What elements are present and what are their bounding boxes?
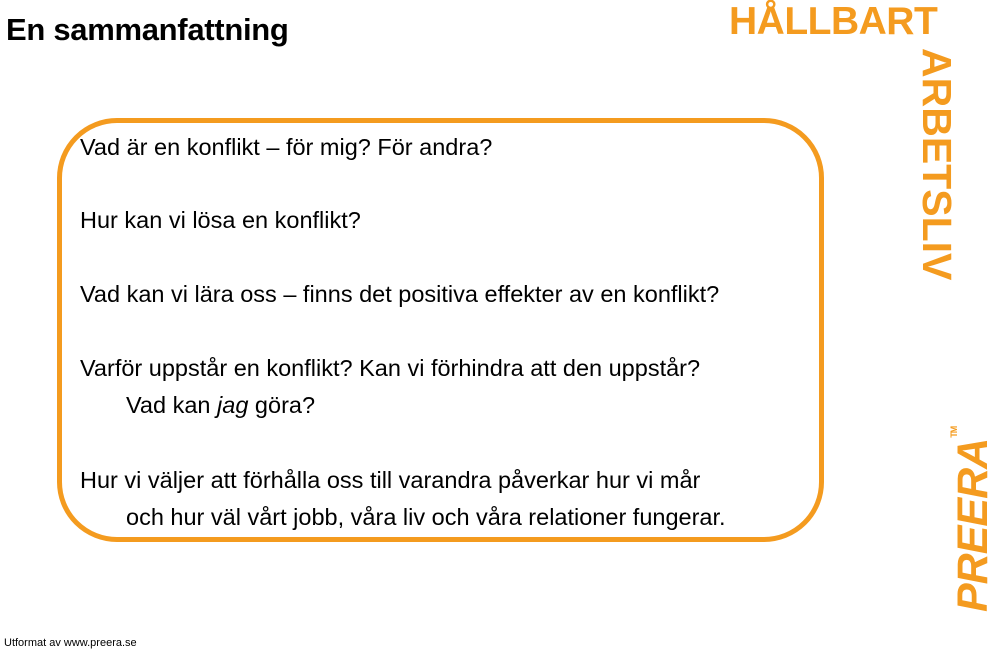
preera-logo-text: PREERA xyxy=(949,438,997,612)
question-4-line-1: Varför uppstår en konflikt? Kan vi förhindra att den uppstår? xyxy=(80,355,701,381)
statement-5-line-1: Hur vi väljer att förhålla oss till varandra påverkar hur vi mår xyxy=(80,467,701,493)
question-4-emphasis: jag xyxy=(217,392,249,418)
question-2: Hur kan vi lösa en konflikt? xyxy=(80,207,361,233)
footer-credit: Utformat av www.preera.se xyxy=(4,637,137,649)
question-3: Vad kan vi lära oss – finns det positiva effekter av en konflikt? xyxy=(80,281,720,307)
question-1: Vad är en konflikt – för mig? För andra? xyxy=(80,134,493,160)
statement-5-line-2: och hur väl vårt jobb, våra liv och våra relationer fungerar. xyxy=(126,504,726,530)
question-4-suffix: göra? xyxy=(248,392,316,418)
statement-5 xyxy=(80,462,726,536)
trademark-mark: TM xyxy=(949,426,959,438)
question-4-prefix: Vad kan xyxy=(126,392,218,418)
preera-logo xyxy=(949,426,997,612)
brand-hallbart: HÅLLBART xyxy=(729,0,938,43)
slide-title: En sammanfattning xyxy=(6,12,289,47)
question-4-line-2 xyxy=(80,387,700,424)
brand-arbetsliv: ARBETSLIV xyxy=(914,48,960,281)
question-4 xyxy=(80,350,700,424)
